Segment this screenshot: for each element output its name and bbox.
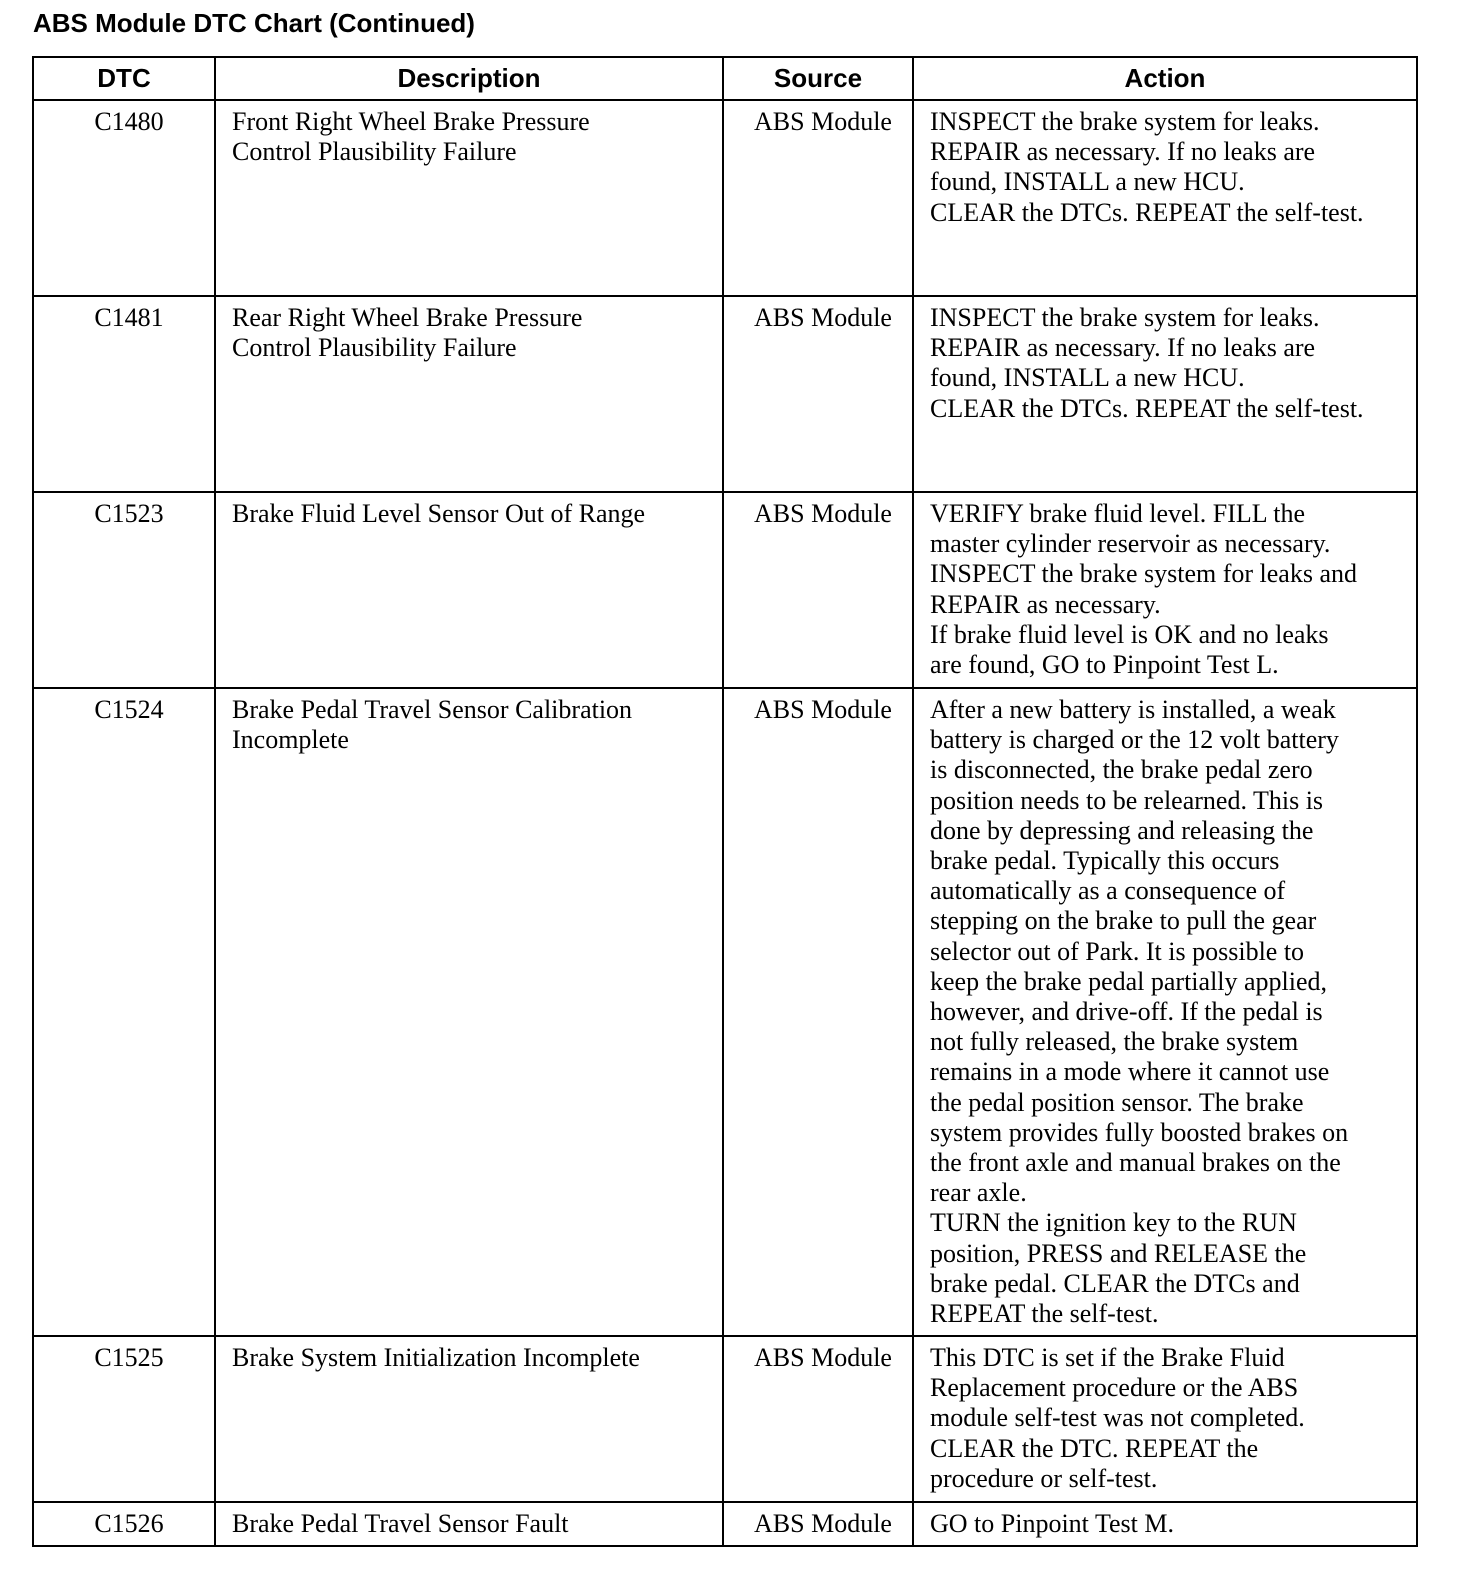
action-line: procedure or self-test. bbox=[930, 1463, 1158, 1493]
dtc-code: C1523 bbox=[33, 492, 215, 688]
action-line: are found, GO to Pinpoint Test L. bbox=[930, 650, 1279, 680]
action-line: This DTC is set if the Brake Fluid bbox=[930, 1343, 1285, 1372]
action-line: selector out of Park. It is possible to bbox=[930, 936, 1305, 966]
dtc-source: ABS Module bbox=[723, 492, 913, 688]
action-line: INSPECT the brake system for leaks and bbox=[930, 559, 1357, 589]
description-line: Brake Pedal Travel Sensor Calibration bbox=[232, 695, 633, 724]
dtc-action bbox=[913, 1502, 1417, 1546]
action-line: GO to Pinpoint Test M. bbox=[930, 1509, 1175, 1538]
action-line: brake pedal. Typically this occurs bbox=[930, 846, 1280, 876]
dtc-code: C1526 bbox=[33, 1502, 215, 1546]
dtc-action bbox=[913, 1336, 1417, 1502]
dtc-description bbox=[215, 1336, 723, 1502]
dtc-source: ABS Module bbox=[723, 296, 913, 492]
table-row bbox=[33, 492, 1417, 688]
action-line: position, PRESS and RELEASE the bbox=[930, 1238, 1307, 1268]
table-row bbox=[33, 688, 1417, 1336]
action-line: INSPECT the brake system for leaks. bbox=[930, 107, 1320, 136]
action-line: keep the brake pedal partially applied, bbox=[930, 966, 1328, 996]
dtc-source: ABS Module bbox=[723, 688, 913, 1336]
dtc-action bbox=[913, 100, 1417, 296]
description-line: Brake Pedal Travel Sensor Fault bbox=[232, 1509, 569, 1538]
dtc-source: ABS Module bbox=[723, 1336, 913, 1502]
dtc-code: C1480 bbox=[33, 100, 215, 296]
action-line: brake pedal. CLEAR the DTCs and bbox=[930, 1268, 1300, 1298]
page-title: ABS Module DTC Chart (Continued) bbox=[33, 8, 475, 38]
description-line: Rear Right Wheel Brake Pressure bbox=[232, 303, 583, 332]
action-line: the front axle and manual brakes on the bbox=[930, 1148, 1341, 1178]
dtc-action bbox=[913, 688, 1417, 1336]
dtc-description bbox=[215, 100, 723, 296]
action-line: master cylinder reservoir as necessary. bbox=[930, 529, 1331, 559]
table-row bbox=[33, 1336, 1417, 1502]
action-line: CLEAR the DTC. REPEAT the bbox=[930, 1433, 1259, 1463]
action-line: remains in a mode where it cannot use bbox=[930, 1057, 1330, 1087]
table-row bbox=[33, 296, 1417, 492]
action-line: INSPECT the brake system for leaks. bbox=[930, 303, 1320, 332]
dtc-table bbox=[32, 56, 1418, 1547]
description-line: Control Plausibility Failure bbox=[232, 333, 517, 363]
action-line: REPEAT the self-test. bbox=[930, 1299, 1159, 1329]
dtc-code: C1524 bbox=[33, 688, 215, 1336]
action-line: however, and drive-off. If the pedal is bbox=[930, 997, 1323, 1027]
table-row bbox=[33, 1502, 1417, 1546]
action-line: automatically as a consequence of bbox=[930, 876, 1286, 906]
action-line: is disconnected, the brake pedal zero bbox=[930, 755, 1313, 785]
dtc-code: C1481 bbox=[33, 296, 215, 492]
action-line: Replacement procedure or the ABS bbox=[930, 1373, 1299, 1403]
header-action: Action bbox=[913, 57, 1417, 100]
action-line: system provides fully boosted brakes on bbox=[930, 1117, 1349, 1147]
dtc-action bbox=[913, 296, 1417, 492]
action-line: found, INSTALL a new HCU. bbox=[930, 167, 1245, 197]
action-line: CLEAR the DTCs. REPEAT the self-test. bbox=[930, 197, 1364, 227]
dtc-source: ABS Module bbox=[723, 1502, 913, 1546]
description-line: Brake Fluid Level Sensor Out of Range bbox=[232, 499, 646, 528]
action-line: TURN the ignition key to the RUN bbox=[930, 1208, 1297, 1238]
action-line: REPAIR as necessary. If no leaks are bbox=[930, 137, 1316, 167]
description-line: Incomplete bbox=[232, 725, 349, 755]
action-line: CLEAR the DTCs. REPEAT the self-test. bbox=[930, 393, 1364, 423]
action-line: found, INSTALL a new HCU. bbox=[930, 363, 1245, 393]
action-line: module self-test was not completed. bbox=[930, 1403, 1305, 1433]
action-line: position needs to be relearned. This is bbox=[930, 785, 1324, 815]
dtc-description bbox=[215, 1502, 723, 1546]
header-dtc: DTC bbox=[33, 57, 215, 100]
action-line: REPAIR as necessary. If no leaks are bbox=[930, 333, 1316, 363]
action-line: not fully released, the brake system bbox=[930, 1027, 1299, 1057]
dtc-code: C1525 bbox=[33, 1336, 215, 1502]
dtc-description bbox=[215, 296, 723, 492]
action-line: rear axle. bbox=[930, 1178, 1027, 1208]
action-line: REPAIR as necessary. bbox=[930, 589, 1161, 619]
description-line: Control Plausibility Failure bbox=[232, 137, 517, 167]
header-source: Source bbox=[723, 57, 913, 100]
table-row bbox=[33, 100, 1417, 296]
dtc-source: ABS Module bbox=[723, 100, 913, 296]
action-line: stepping on the brake to pull the gear bbox=[930, 906, 1317, 936]
action-line: battery is charged or the 12 volt battery bbox=[930, 725, 1339, 755]
action-line: After a new battery is installed, a weak bbox=[930, 695, 1336, 724]
description-line: Front Right Wheel Brake Pressure bbox=[232, 107, 590, 136]
action-line: the pedal position sensor. The brake bbox=[930, 1087, 1304, 1117]
description-line: Brake System Initialization Incomplete bbox=[232, 1343, 640, 1372]
dtc-action bbox=[913, 492, 1417, 688]
action-line: If brake fluid level is OK and no leaks bbox=[930, 619, 1329, 649]
action-line: VERIFY brake fluid level. FILL the bbox=[930, 499, 1305, 528]
dtc-description bbox=[215, 492, 723, 688]
dtc-description bbox=[215, 688, 723, 1336]
action-line: done by depressing and releasing the bbox=[930, 815, 1314, 845]
table-header-row bbox=[33, 57, 1417, 100]
header-description: Description bbox=[215, 57, 723, 100]
